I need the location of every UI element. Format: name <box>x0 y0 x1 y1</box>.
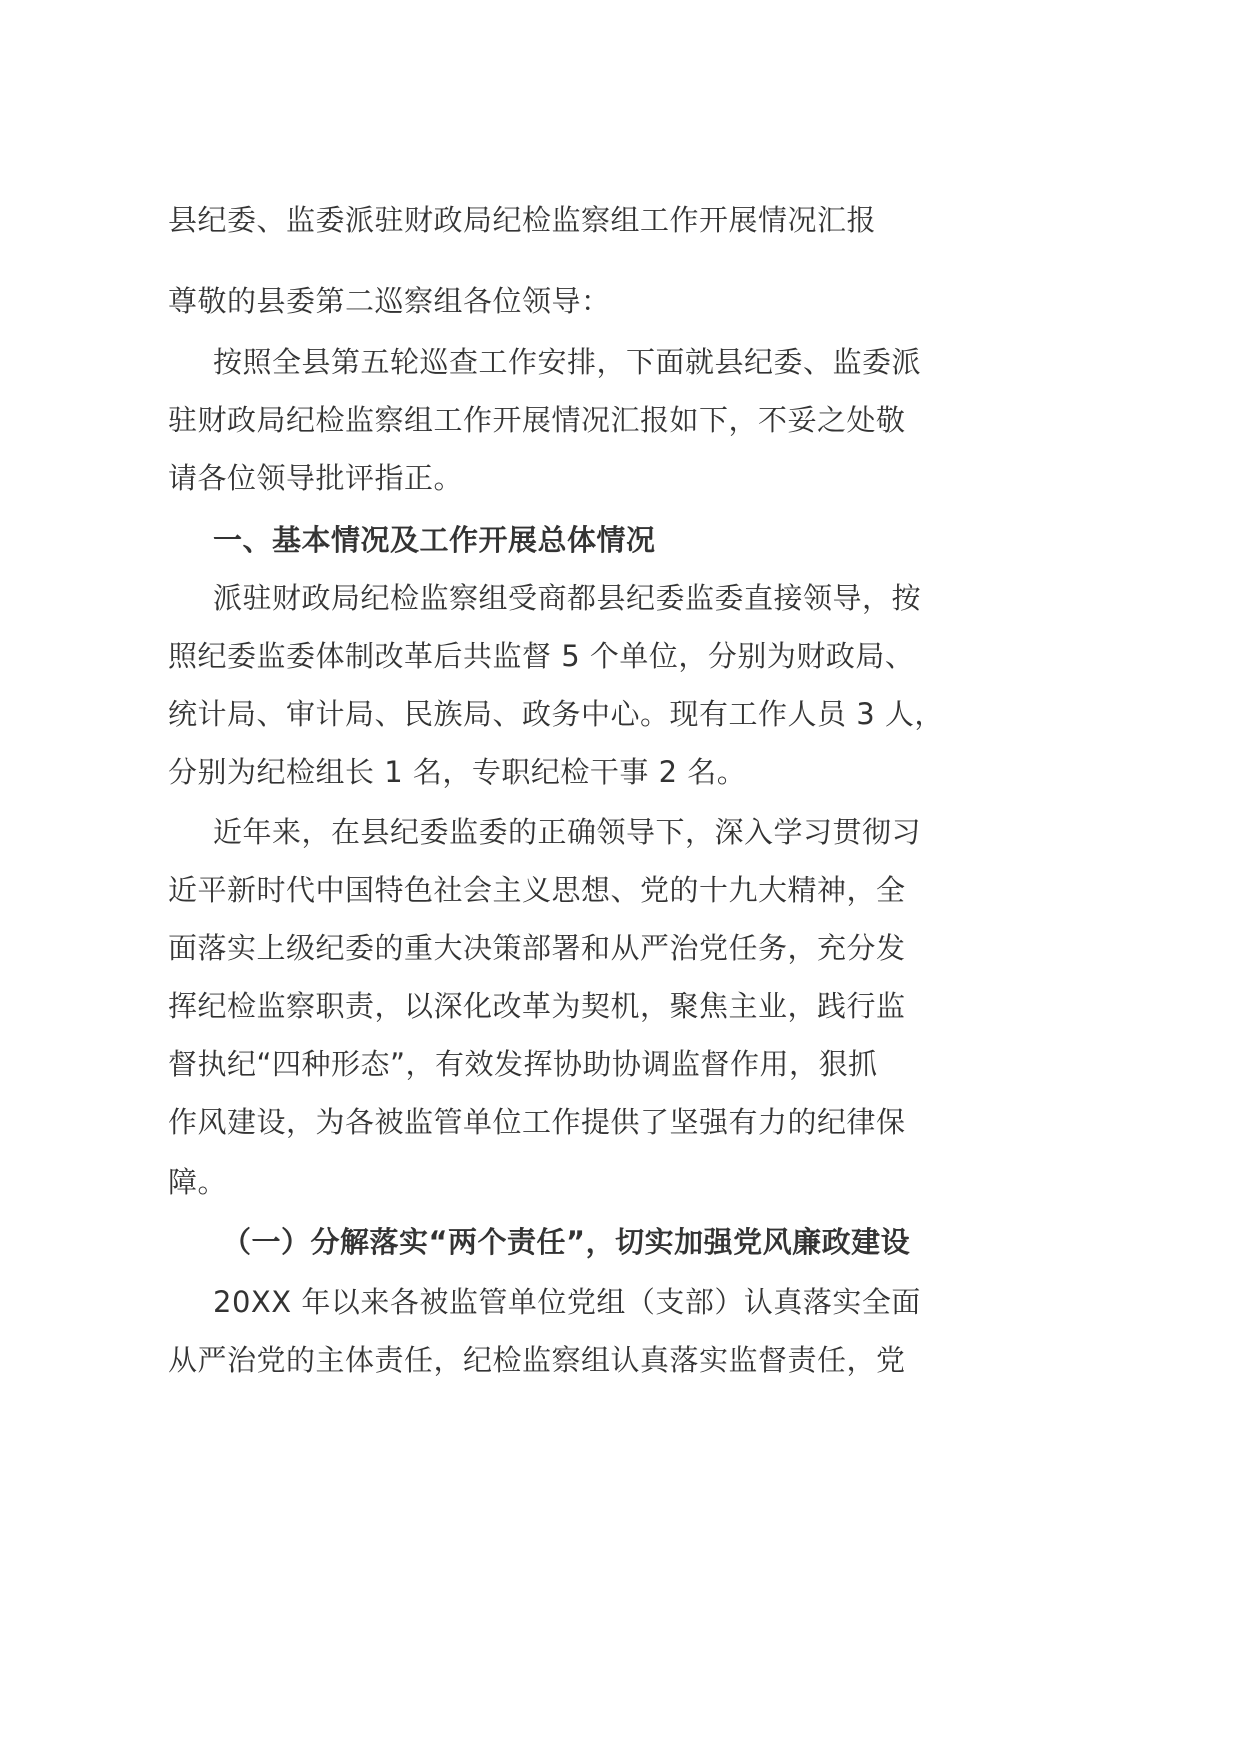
paragraph-line: 督执纪“四种形态”，有效发挥协助协调监督作用，狠抓 <box>168 1047 878 1081</box>
subsection-heading: （一）分解落实“两个责任”，切实加强党风廉政建设 <box>222 1225 911 1259</box>
paragraph-line: 挥纪检监察职责，以深化改革为契机，聚焦主业，践行监 <box>168 989 906 1023</box>
paragraph-line: 作风建设，为各被监管单位工作提供了坚强有力的纪律保 <box>168 1105 906 1139</box>
paragraph-line: 派驻财政局纪检监察组受商都县纪委监委直接领导，按 <box>213 581 922 615</box>
section-heading: 一、基本情况及工作开展总体情况 <box>213 523 656 557</box>
paragraph-line: 近平新时代中国特色社会主义思想、党的十九大精神，全 <box>168 873 906 907</box>
paragraph-line: 按照全县第五轮巡查工作安排，下面就县纪委、监委派 <box>213 345 922 379</box>
paragraph-line: 统计局、审计局、民族局、政务中心。现有工作人员 3 人， <box>168 697 944 731</box>
paragraph-line: 从严治党的主体责任，纪检监察组认真落实监督责任，党 <box>168 1343 906 1377</box>
paragraph-line: 面落实上级纪委的重大决策部署和从严治党任务，充分发 <box>168 931 906 965</box>
paragraph-line: 20XX 年以来各被监管单位党组（支部）认真落实全面 <box>213 1285 921 1319</box>
paragraph-line: 障。 <box>168 1165 228 1199</box>
salutation: 尊敬的县委第二巡察组各位领导： <box>168 284 611 318</box>
document-title: 县纪委、监委派驻财政局纪检监察组工作开展情况汇报 <box>168 203 877 237</box>
paragraph-line: 分别为纪检组长 1 名，专职纪检干事 2 名。 <box>168 755 747 789</box>
paragraph-line: 请各位领导批评指正。 <box>168 461 464 495</box>
paragraph-line: 近年来，在县纪委监委的正确领导下，深入学习贯彻习 <box>213 815 922 849</box>
paragraph-line: 驻财政局纪检监察组工作开展情况汇报如下，不妥之处敬 <box>168 403 906 437</box>
paragraph-line: 照纪委监委体制改革后共监督 5 个单位，分别为财政局、 <box>168 639 915 673</box>
